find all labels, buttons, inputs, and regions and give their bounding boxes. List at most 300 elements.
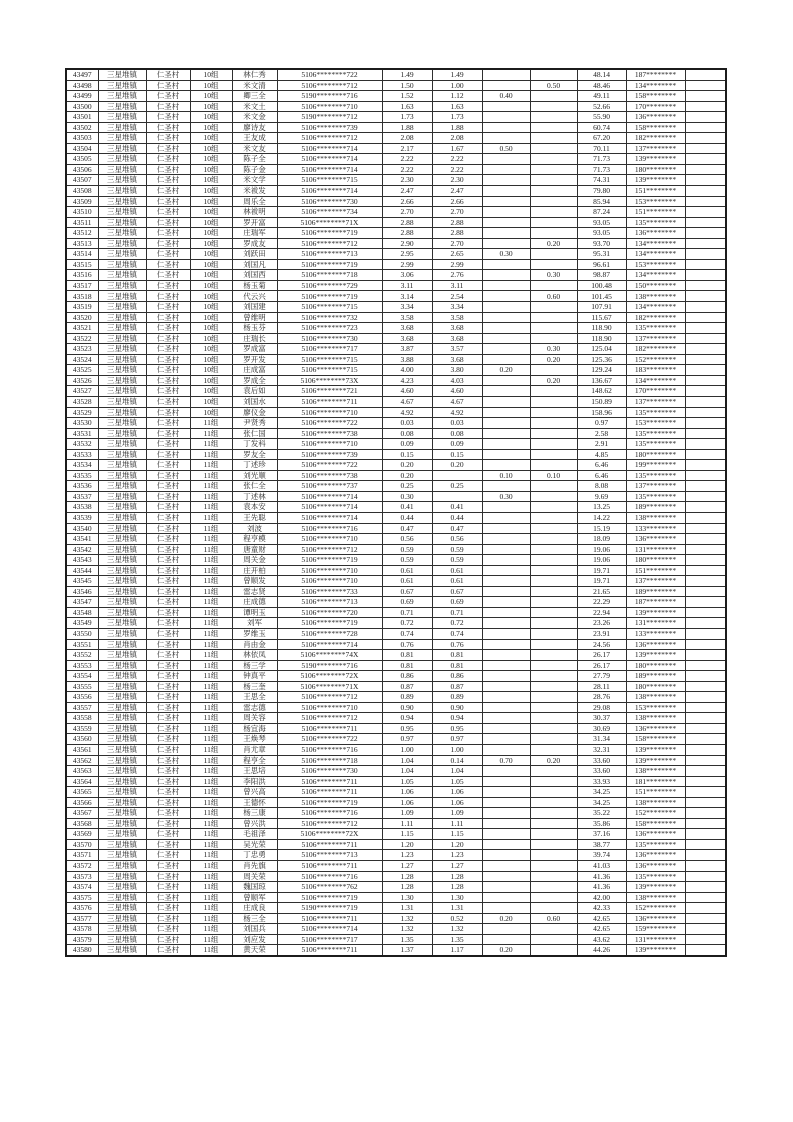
cell-amount2: 1.49 xyxy=(432,69,482,80)
cell-id_number: 5106********714 xyxy=(277,164,382,175)
cell-amount1: 1.15 xyxy=(382,829,432,840)
cell-phone: 180******** xyxy=(626,660,685,671)
cell-id_number: 5106********715 xyxy=(277,175,382,186)
cell-amount4 xyxy=(530,196,577,207)
cell-seq: 43563 xyxy=(66,766,98,777)
cell-village: 仁圣村 xyxy=(146,196,190,207)
cell-amount2: 4.92 xyxy=(432,407,482,418)
cell-amount4 xyxy=(530,903,577,914)
cell-amount1: 1.06 xyxy=(382,797,432,808)
cell-id_number: 5106********716 xyxy=(277,745,382,756)
cell-amount2 xyxy=(432,470,482,481)
cell-total: 41.36 xyxy=(577,882,626,893)
cell-group: 11组 xyxy=(190,692,232,703)
cell-note xyxy=(685,818,726,829)
cell-amount1: 1.28 xyxy=(382,871,432,882)
cell-id_number: 5106********719 xyxy=(277,892,382,903)
cell-amount4 xyxy=(530,396,577,407)
cell-id_number: 5190********712 xyxy=(277,112,382,123)
cell-seq: 43548 xyxy=(66,607,98,618)
cell-village: 仁圣村 xyxy=(146,576,190,587)
cell-amount3 xyxy=(482,723,530,734)
cell-amount3 xyxy=(482,818,530,829)
cell-id_number: 5106********713 xyxy=(277,249,382,260)
table-row xyxy=(66,428,726,439)
cell-town: 三星堆镇 xyxy=(98,776,146,787)
cell-amount4 xyxy=(530,586,577,597)
cell-amount2: 1.73 xyxy=(432,112,482,123)
cell-amount2: 0.59 xyxy=(432,555,482,566)
cell-village: 仁圣村 xyxy=(146,154,190,165)
cell-total: 31.34 xyxy=(577,734,626,745)
cell-group: 11组 xyxy=(190,861,232,872)
cell-amount2: 0.44 xyxy=(432,512,482,523)
cell-amount4 xyxy=(530,934,577,945)
cell-amount3 xyxy=(482,122,530,133)
cell-seq: 43543 xyxy=(66,555,98,566)
table-row xyxy=(66,439,726,450)
cell-total: 26.17 xyxy=(577,650,626,661)
cell-phone: 137******** xyxy=(626,333,685,344)
table-row xyxy=(66,766,726,777)
cell-name: 程亨模 xyxy=(232,534,277,545)
cell-amount4 xyxy=(530,534,577,545)
cell-phone: 135******** xyxy=(626,839,685,850)
cell-amount2: 1.00 xyxy=(432,80,482,91)
table-row xyxy=(66,154,726,165)
cell-amount2: 0.89 xyxy=(432,692,482,703)
cell-seq: 43576 xyxy=(66,903,98,914)
cell-town: 三星堆镇 xyxy=(98,660,146,671)
cell-group: 10组 xyxy=(190,407,232,418)
table-row xyxy=(66,386,726,397)
cell-note xyxy=(685,576,726,587)
cell-total: 39.74 xyxy=(577,850,626,861)
cell-phone: 133******** xyxy=(626,628,685,639)
cell-id_number: 5106********716 xyxy=(277,808,382,819)
cell-amount2: 2.99 xyxy=(432,259,482,270)
cell-amount4 xyxy=(530,787,577,798)
cell-amount3 xyxy=(482,428,530,439)
table-row xyxy=(66,228,726,239)
cell-total: 33.60 xyxy=(577,755,626,766)
cell-amount1: 2.90 xyxy=(382,238,432,249)
table-row xyxy=(66,365,726,376)
cell-town: 三星堆镇 xyxy=(98,797,146,808)
cell-seq: 43551 xyxy=(66,639,98,650)
cell-name: 陈子金 xyxy=(232,164,277,175)
cell-amount3 xyxy=(482,460,530,471)
cell-amount2: 0.59 xyxy=(432,544,482,555)
cell-seq: 43504 xyxy=(66,143,98,154)
cell-amount2: 3.68 xyxy=(432,354,482,365)
cell-amount3 xyxy=(482,934,530,945)
cell-town: 三星堆镇 xyxy=(98,681,146,692)
cell-name: 罗成全 xyxy=(232,375,277,386)
cell-town: 三星堆镇 xyxy=(98,861,146,872)
cell-id_number: 5106********739 xyxy=(277,449,382,460)
cell-town: 三星堆镇 xyxy=(98,312,146,323)
cell-amount1: 1.35 xyxy=(382,934,432,945)
cell-name: 曾顺发 xyxy=(232,576,277,587)
cell-seq: 43517 xyxy=(66,280,98,291)
cell-amount3 xyxy=(482,386,530,397)
cell-amount2: 3.80 xyxy=(432,365,482,376)
cell-phone: 136******** xyxy=(626,228,685,239)
cell-town: 三星堆镇 xyxy=(98,512,146,523)
cell-seq: 43508 xyxy=(66,186,98,197)
cell-note xyxy=(685,418,726,429)
cell-phone: 152******** xyxy=(626,903,685,914)
cell-amount4 xyxy=(530,882,577,893)
table-row xyxy=(66,186,726,197)
cell-phone: 139******** xyxy=(626,650,685,661)
cell-name: 肖尤章 xyxy=(232,745,277,756)
cell-group: 10组 xyxy=(190,143,232,154)
cell-village: 仁圣村 xyxy=(146,217,190,228)
cell-group: 10组 xyxy=(190,175,232,186)
cell-seq: 43553 xyxy=(66,660,98,671)
cell-total: 18.09 xyxy=(577,534,626,545)
cell-total: 29.08 xyxy=(577,702,626,713)
cell-phone: 153******** xyxy=(626,702,685,713)
cell-village: 仁圣村 xyxy=(146,671,190,682)
cell-note xyxy=(685,692,726,703)
cell-amount3 xyxy=(482,207,530,218)
cell-amount2: 2.66 xyxy=(432,196,482,207)
cell-amount2: 2.08 xyxy=(432,133,482,144)
cell-total: 67.20 xyxy=(577,133,626,144)
cell-amount4 xyxy=(530,217,577,228)
cell-seq: 43559 xyxy=(66,723,98,734)
cell-phone: 151******** xyxy=(626,207,685,218)
cell-amount3 xyxy=(482,808,530,819)
cell-seq: 43547 xyxy=(66,597,98,608)
cell-town: 三星堆镇 xyxy=(98,502,146,513)
cell-town: 三星堆镇 xyxy=(98,207,146,218)
cell-town: 三星堆镇 xyxy=(98,766,146,777)
cell-town: 三星堆镇 xyxy=(98,565,146,576)
cell-id_number: 5106********762 xyxy=(277,882,382,893)
cell-note xyxy=(685,270,726,281)
table-row xyxy=(66,892,726,903)
cell-amount3 xyxy=(482,186,530,197)
cell-amount3: 0.20 xyxy=(482,365,530,376)
cell-phone: 181******** xyxy=(626,776,685,787)
cell-village: 仁圣村 xyxy=(146,913,190,924)
cell-phone: 180******** xyxy=(626,164,685,175)
table-row xyxy=(66,323,726,334)
cell-amount1: 1.63 xyxy=(382,101,432,112)
cell-amount2: 0.69 xyxy=(432,597,482,608)
cell-town: 三星堆镇 xyxy=(98,249,146,260)
cell-total: 42.00 xyxy=(577,892,626,903)
cell-group: 10组 xyxy=(190,270,232,281)
cell-name: 刘国西 xyxy=(232,270,277,281)
cell-id_number: 5106********710 xyxy=(277,576,382,587)
table-row xyxy=(66,576,726,587)
cell-town: 三星堆镇 xyxy=(98,428,146,439)
cell-id_number: 5106********74X xyxy=(277,650,382,661)
cell-amount1: 0.86 xyxy=(382,671,432,682)
cell-amount2: 1.09 xyxy=(432,808,482,819)
cell-amount4 xyxy=(530,428,577,439)
cell-town: 三星堆镇 xyxy=(98,597,146,608)
cell-town: 三星堆镇 xyxy=(98,618,146,629)
cell-group: 10组 xyxy=(190,186,232,197)
cell-name: 林袚明 xyxy=(232,207,277,218)
cell-total: 118.90 xyxy=(577,323,626,334)
cell-note xyxy=(685,122,726,133)
table-row xyxy=(66,702,726,713)
cell-amount2: 1.06 xyxy=(432,797,482,808)
cell-amount1: 1.50 xyxy=(382,80,432,91)
cell-phone: 151******** xyxy=(626,565,685,576)
cell-amount2: 2.22 xyxy=(432,154,482,165)
cell-seq: 43526 xyxy=(66,375,98,386)
cell-amount2: 1.67 xyxy=(432,143,482,154)
cell-seq: 43580 xyxy=(66,945,98,956)
cell-total: 6.46 xyxy=(577,470,626,481)
cell-total: 33.60 xyxy=(577,766,626,777)
cell-amount2: 1.12 xyxy=(432,91,482,102)
cell-village: 仁圣村 xyxy=(146,333,190,344)
cell-town: 三星堆镇 xyxy=(98,924,146,935)
cell-total: 4.85 xyxy=(577,449,626,460)
cell-seq: 43542 xyxy=(66,544,98,555)
cell-amount2: 0.20 xyxy=(432,460,482,471)
cell-seq: 43536 xyxy=(66,481,98,492)
cell-amount4 xyxy=(530,512,577,523)
cell-phone: 136******** xyxy=(626,534,685,545)
cell-total: 96.61 xyxy=(577,259,626,270)
cell-village: 仁圣村 xyxy=(146,924,190,935)
cell-id_number: 5106********710 xyxy=(277,565,382,576)
cell-note xyxy=(685,871,726,882)
cell-amount3 xyxy=(482,586,530,597)
cell-id_number: 5106********723 xyxy=(277,323,382,334)
cell-total: 71.73 xyxy=(577,154,626,165)
cell-seq: 43579 xyxy=(66,934,98,945)
cell-seq: 43538 xyxy=(66,502,98,513)
cell-name: 罗维玉 xyxy=(232,628,277,639)
cell-amount2: 2.70 xyxy=(432,238,482,249)
cell-total: 129.24 xyxy=(577,365,626,376)
cell-total: 70.11 xyxy=(577,143,626,154)
cell-amount1: 2.88 xyxy=(382,228,432,239)
cell-seq: 43518 xyxy=(66,291,98,302)
cell-seq: 43568 xyxy=(66,818,98,829)
cell-total: 22.29 xyxy=(577,597,626,608)
cell-name: 刘波 xyxy=(232,523,277,534)
cell-village: 仁圣村 xyxy=(146,850,190,861)
cell-note xyxy=(685,660,726,671)
cell-seq: 43505 xyxy=(66,154,98,165)
cell-amount4 xyxy=(530,818,577,829)
cell-amount2: 0.03 xyxy=(432,418,482,429)
cell-amount1: 2.99 xyxy=(382,259,432,270)
cell-note xyxy=(685,597,726,608)
cell-id_number: 5106********739 xyxy=(277,122,382,133)
cell-amount2: 0.74 xyxy=(432,628,482,639)
cell-amount2: 3.68 xyxy=(432,323,482,334)
cell-town: 三星堆镇 xyxy=(98,534,146,545)
cell-note xyxy=(685,565,726,576)
cell-group: 11组 xyxy=(190,713,232,724)
cell-total: 42.65 xyxy=(577,924,626,935)
table-row xyxy=(66,934,726,945)
cell-amount2: 3.11 xyxy=(432,280,482,291)
cell-amount3: 0.50 xyxy=(482,143,530,154)
data-table xyxy=(65,68,727,957)
cell-total: 23.26 xyxy=(577,618,626,629)
cell-phone: 133******** xyxy=(626,523,685,534)
cell-amount1: 1.52 xyxy=(382,91,432,102)
table-row xyxy=(66,555,726,566)
cell-seq: 43503 xyxy=(66,133,98,144)
cell-id_number: 5106********715 xyxy=(277,354,382,365)
cell-amount1: 1.00 xyxy=(382,745,432,756)
cell-town: 三星堆镇 xyxy=(98,133,146,144)
cell-phone: 135******** xyxy=(626,428,685,439)
cell-amount1: 0.95 xyxy=(382,723,432,734)
cell-amount1: 0.81 xyxy=(382,650,432,661)
cell-note xyxy=(685,291,726,302)
cell-note xyxy=(685,523,726,534)
cell-group: 11组 xyxy=(190,576,232,587)
cell-note xyxy=(685,491,726,502)
cell-seq: 43575 xyxy=(66,892,98,903)
cell-group: 11组 xyxy=(190,903,232,914)
table-row xyxy=(66,312,726,323)
cell-total: 6.46 xyxy=(577,460,626,471)
cell-amount1: 1.11 xyxy=(382,818,432,829)
cell-amount1: 1.49 xyxy=(382,69,432,80)
cell-name: 罗成富 xyxy=(232,344,277,355)
cell-total: 37.16 xyxy=(577,829,626,840)
cell-note xyxy=(685,396,726,407)
cell-seq: 43557 xyxy=(66,702,98,713)
cell-amount3: 0.30 xyxy=(482,249,530,260)
cell-group: 11组 xyxy=(190,797,232,808)
cell-total: 125.36 xyxy=(577,354,626,365)
cell-amount4 xyxy=(530,576,577,587)
cell-name: 刘应发 xyxy=(232,934,277,945)
cell-phone: 136******** xyxy=(626,861,685,872)
cell-total: 33.93 xyxy=(577,776,626,787)
cell-amount3 xyxy=(482,502,530,513)
cell-amount1: 0.44 xyxy=(382,512,432,523)
cell-name: 曾维明 xyxy=(232,312,277,323)
cell-name: 唐童财 xyxy=(232,544,277,555)
cell-village: 仁圣村 xyxy=(146,723,190,734)
cell-amount1: 3.14 xyxy=(382,291,432,302)
cell-town: 三星堆镇 xyxy=(98,586,146,597)
cell-note xyxy=(685,924,726,935)
cell-note xyxy=(685,439,726,450)
cell-group: 11组 xyxy=(190,702,232,713)
cell-amount3 xyxy=(482,839,530,850)
table-row xyxy=(66,713,726,724)
cell-amount4 xyxy=(530,491,577,502)
cell-town: 三星堆镇 xyxy=(98,186,146,197)
cell-amount4 xyxy=(530,502,577,513)
cell-village: 仁圣村 xyxy=(146,302,190,313)
cell-seq: 43502 xyxy=(66,122,98,133)
cell-amount1: 1.30 xyxy=(382,892,432,903)
cell-seq: 43572 xyxy=(66,861,98,872)
cell-amount3 xyxy=(482,344,530,355)
cell-town: 三星堆镇 xyxy=(98,481,146,492)
cell-seq: 43514 xyxy=(66,249,98,260)
cell-total: 0.97 xyxy=(577,418,626,429)
cell-amount3: 0.70 xyxy=(482,755,530,766)
cell-seq: 43529 xyxy=(66,407,98,418)
cell-name: 庄成良 xyxy=(232,903,277,914)
cell-amount3 xyxy=(482,650,530,661)
table-row xyxy=(66,755,726,766)
cell-amount3 xyxy=(482,607,530,618)
cell-amount4 xyxy=(530,365,577,376)
cell-total: 95.31 xyxy=(577,249,626,260)
cell-total: 38.77 xyxy=(577,839,626,850)
cell-note xyxy=(685,386,726,397)
cell-village: 仁圣村 xyxy=(146,597,190,608)
cell-amount2: 0.47 xyxy=(432,523,482,534)
cell-amount1: 0.61 xyxy=(382,576,432,587)
cell-town: 三星堆镇 xyxy=(98,734,146,745)
cell-name: 刘国凡 xyxy=(232,259,277,270)
cell-id_number: 5106********722 xyxy=(277,734,382,745)
table-row xyxy=(66,776,726,787)
cell-village: 仁圣村 xyxy=(146,660,190,671)
table-row xyxy=(66,175,726,186)
cell-seq: 43528 xyxy=(66,396,98,407)
cell-note xyxy=(685,797,726,808)
cell-note xyxy=(685,164,726,175)
cell-phone: 134******** xyxy=(626,375,685,386)
cell-amount2: 3.68 xyxy=(432,333,482,344)
cell-group: 11组 xyxy=(190,924,232,935)
cell-phone: 134******** xyxy=(626,249,685,260)
cell-id_number: 5106********711 xyxy=(277,945,382,956)
cell-group: 10组 xyxy=(190,122,232,133)
cell-amount1: 0.87 xyxy=(382,681,432,692)
cell-note xyxy=(685,903,726,914)
cell-name: 丁述林 xyxy=(232,491,277,502)
cell-amount1: 3.34 xyxy=(382,302,432,313)
table-row xyxy=(66,523,726,534)
cell-amount1: 4.67 xyxy=(382,396,432,407)
cell-amount3 xyxy=(482,660,530,671)
cell-phone: 187******** xyxy=(626,69,685,80)
cell-seq: 43577 xyxy=(66,913,98,924)
cell-group: 10组 xyxy=(190,291,232,302)
cell-note xyxy=(685,945,726,956)
cell-total: 41.03 xyxy=(577,861,626,872)
cell-amount2: 0.71 xyxy=(432,607,482,618)
cell-town: 三星堆镇 xyxy=(98,607,146,618)
cell-town: 三星堆镇 xyxy=(98,892,146,903)
cell-phone: 137******** xyxy=(626,143,685,154)
cell-name: 肖由金 xyxy=(232,639,277,650)
cell-amount1: 2.17 xyxy=(382,143,432,154)
cell-amount3 xyxy=(482,302,530,313)
cell-town: 三星堆镇 xyxy=(98,375,146,386)
cell-name: 刘跃田 xyxy=(232,249,277,260)
cell-town: 三星堆镇 xyxy=(98,91,146,102)
cell-town: 三星堆镇 xyxy=(98,259,146,270)
